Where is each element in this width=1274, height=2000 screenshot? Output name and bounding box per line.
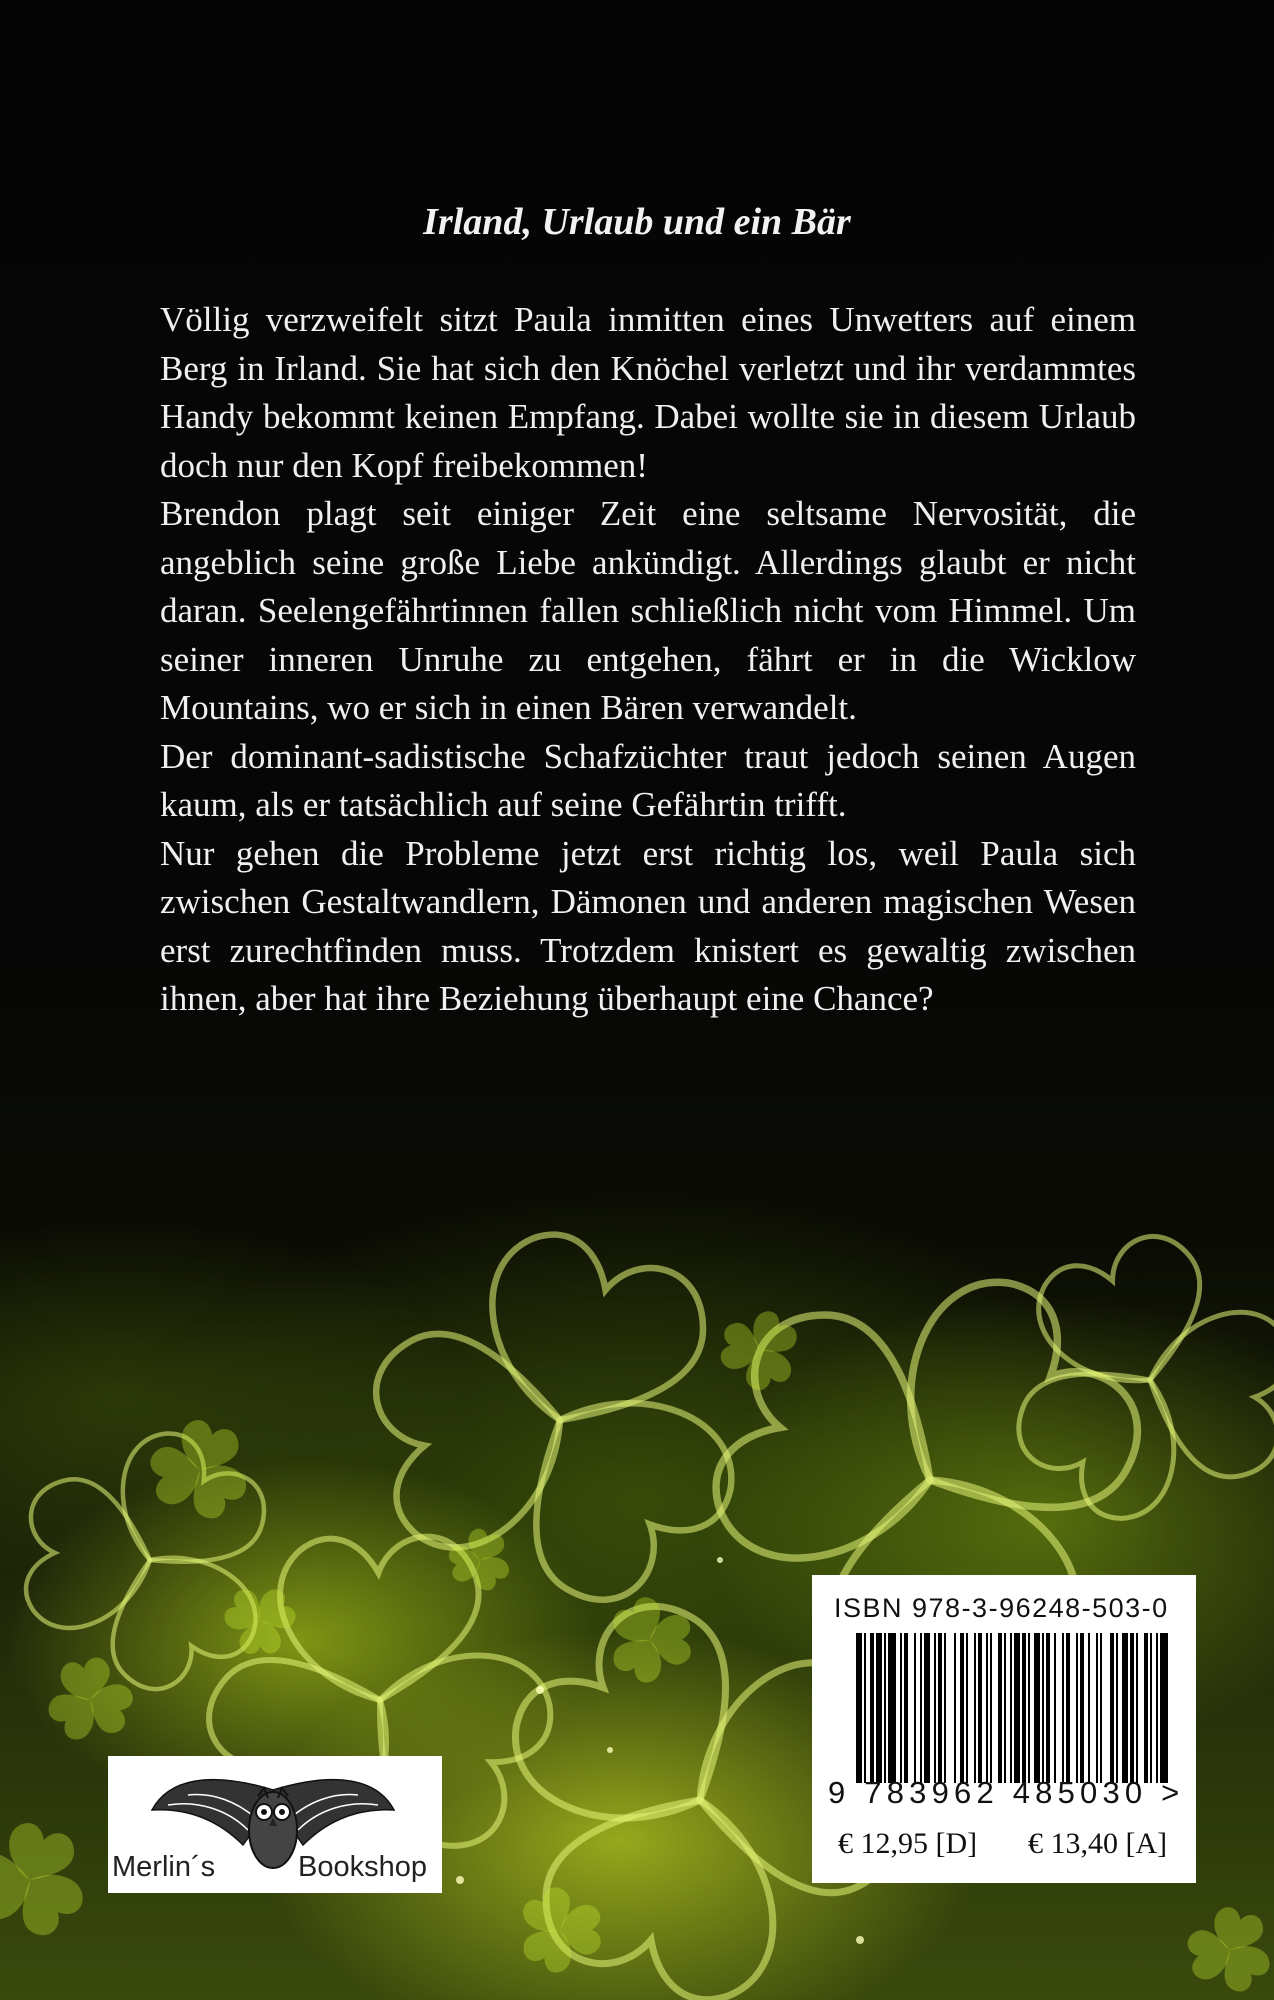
publisher-logo xyxy=(108,1756,442,1893)
publisher-name-right: Bookshop xyxy=(298,1851,427,1883)
blurb-paragraph: Der dominant-sadistische Schafzüchter traut jedoch seinen Augen kaum, als er tatsächlich auf seine Gefährtin trifft. xyxy=(160,736,1136,824)
publisher-name-left: Merlin´s xyxy=(112,1851,216,1883)
blurb-paragraph: Nur gehen die Probleme jetzt erst richtig los, weil Paula sich zwischen Gestaltwandlern, Dämonen und anderen magischen Wesen erst zurechtfinden muss. Trotzdem knistert es gewaltig zwischen ihnen, aber hat ihre Beziehung überhaupt eine Chance? xyxy=(160,833,1136,1018)
blurb-paragraph: Völlig verzweifelt sitzt Paula inmitten eines Unwetters auf einem Berg in Irland. Sie hat sich den Knöchel verletzt und ihr verdammtes Handy bekommt keinen Empfang. Dabei wollte sie in diesem Urlaub doch nur den Kopf freibekommen! xyxy=(160,300,1136,485)
blurb-paragraph: Brendon plagt seit einiger Zeit eine seltsame Nervosität, die angeblich seine große Liebe ankündigt. Allerdings glaubt er nicht daran. Seelengefährtinnen fallen schließlich nicht vom Himmel. Um seiner inneren Unruhe zu entgehen, fährt er in die Wicklow Mountains, wo er sich in einen Bären verwandelt. xyxy=(160,494,1136,727)
barcode-digits: 9 783962 485030 > xyxy=(828,1775,1185,1810)
blurb-text xyxy=(160,296,1136,1024)
price-germany: € 12,95 [D] xyxy=(838,1827,978,1860)
barcode-icon xyxy=(856,1633,1168,1783)
isbn-label: ISBN 978-3-96248-503-0 xyxy=(834,1593,1169,1623)
barcode-panel xyxy=(812,1575,1196,1883)
price-austria: € 13,40 [A] xyxy=(1028,1827,1168,1860)
tagline: Irland, Urlaub und ein Bär xyxy=(423,201,851,243)
